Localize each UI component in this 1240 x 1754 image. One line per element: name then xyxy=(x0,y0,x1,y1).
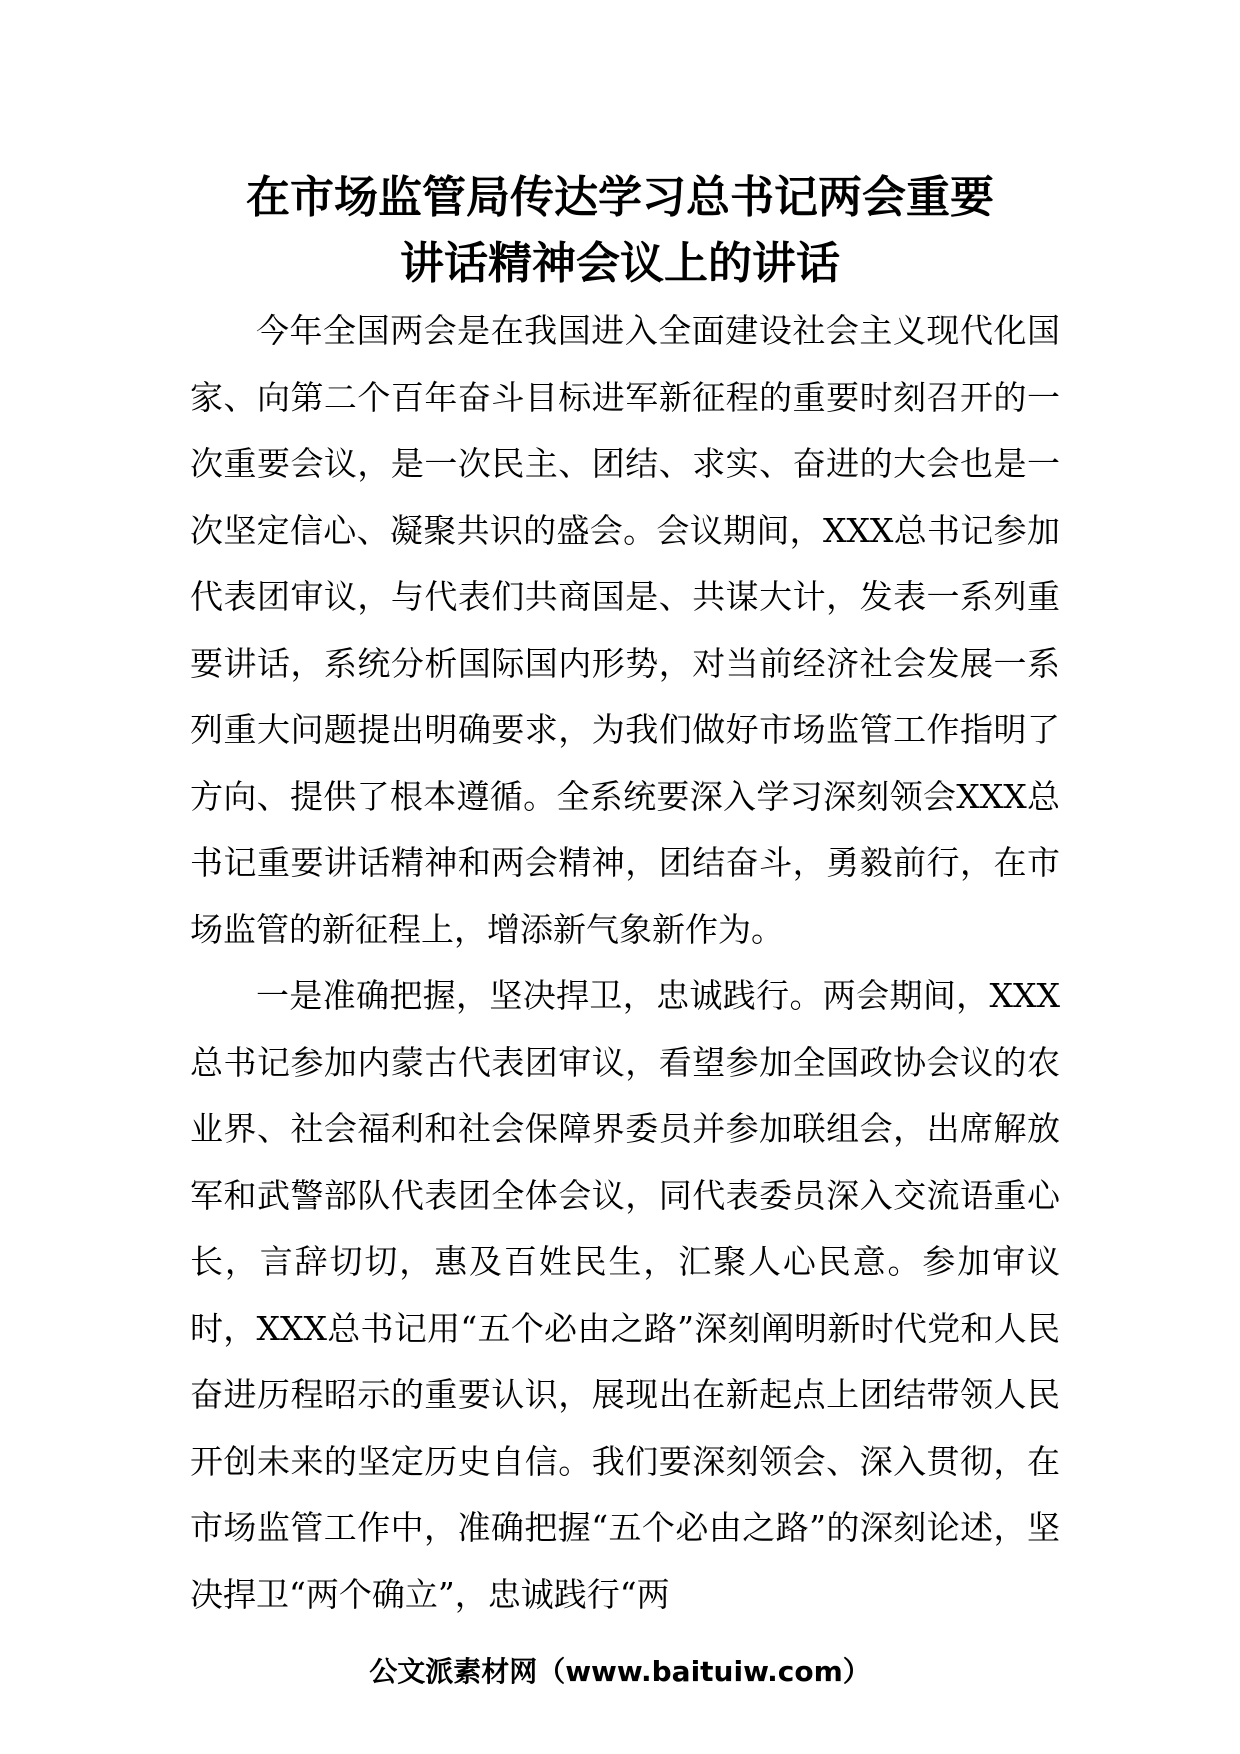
paragraph-2: 一是准确把握，坚决捍卫，忠诚践行。两会期间，XXX总书记参加内蒙古代表团审议，看望参加全国政协会议的农业界、社会福利和社会保障界委员并参加联组会，出席解放军和武警部队代表团全体会议，同代表委员深入交流语重心长，言辞切切，惠及百姓民生，汇聚人心民意。参加审议时，XXX总书记用“五个必由之路”深刻阐明新时代党和人民奋进历程昭示的重要认识，展现出在新起点上团结带领人民开创未来的坚定历史自信。我们要深刻领会、深入贯彻，在市场监管工作中，准确把握“五个必由之路”的深刻论述，坚决捍卫“两个确立”，忠诚践行“两 xyxy=(190,976,1060,1614)
paragraph-1: 今年全国两会是在我国进入全面建设社会主义现代化国家、向第二个百年奋斗目标进军新征程的重要时刻召开的一次重要会议，是一次民主、团结、求实、奋进的大会也是一次坚定信心、凝聚共识的盛会。会议期间，XXX总书记参加代表团审议，与代表们共商国是、共谋大计，发表一系列重要讲话，系统分析国际国内形势，对当前经济社会发展一系列重大问题提出明确要求，为我们做好市场监管工作指明了方向、提供了根本遵循。全系统要深入学习深刻领会XXX总书记重要讲话精神和两会精神，团结奋斗，勇毅前行，在市场监管的新征程上，增添新气象新作为。 xyxy=(190,311,1060,949)
document-title xyxy=(150,165,1090,297)
document-body xyxy=(190,298,1060,1628)
title-line-2: 讲话精神会议上的讲话 xyxy=(400,238,840,289)
footer-source: 公文派素材网（www.baituiw.com） xyxy=(369,1655,871,1688)
title-line-1: 在市场监管局传达学习总书记两会重要 xyxy=(246,172,994,223)
